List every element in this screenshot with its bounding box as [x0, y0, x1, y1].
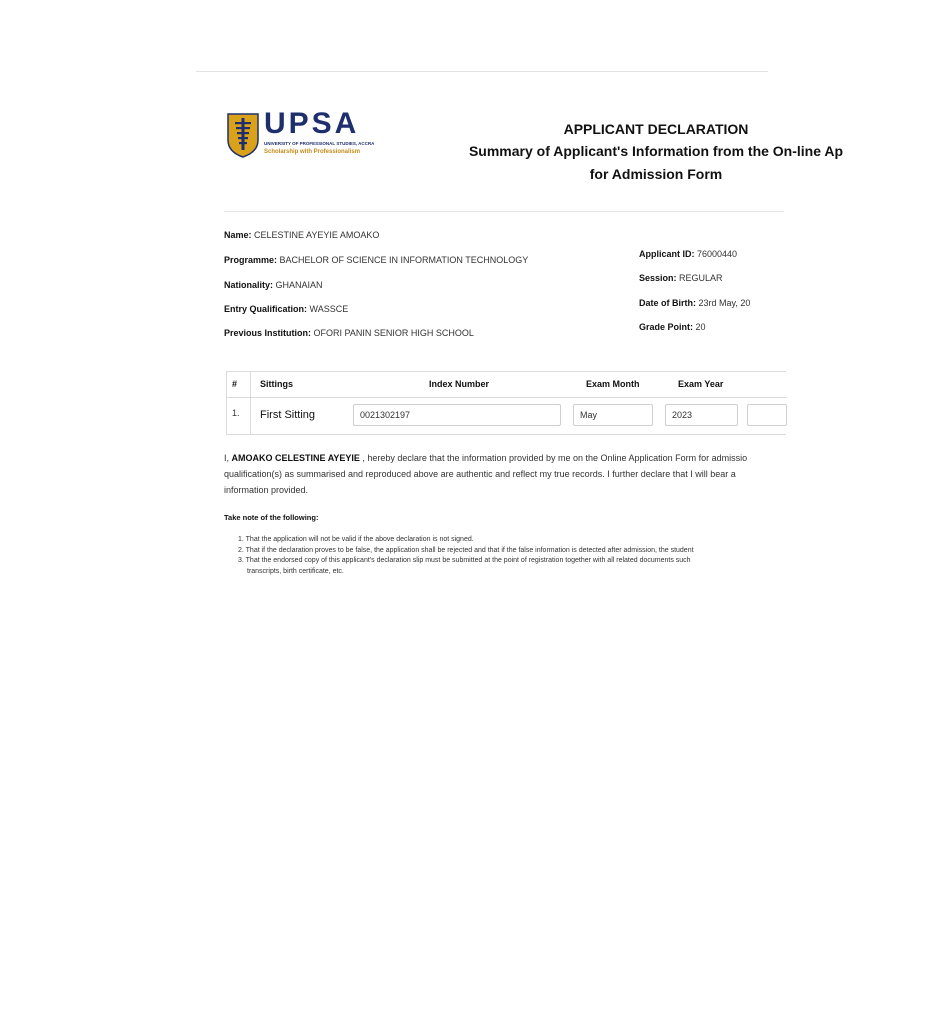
crest-icon: [226, 112, 260, 158]
nationality-label: Nationality:: [224, 280, 274, 290]
header-exam-year: Exam Year: [678, 379, 724, 389]
notes-list: [238, 535, 798, 577]
name-label: Name:: [224, 230, 252, 240]
exam-year-field[interactable]: 2023: [665, 404, 738, 426]
field-nationality: [224, 279, 323, 291]
session-value: REGULAR: [679, 273, 723, 283]
session-label: Session:: [639, 273, 677, 283]
top-divider: [196, 71, 768, 72]
programme-value: BACHELOR OF SCIENCE IN INFORMATION TECHNOLOGY: [279, 255, 529, 265]
header-divider: [224, 211, 784, 212]
next-field-partial[interactable]: [747, 404, 787, 426]
page-title: APPLICANT DECLARATION: [563, 121, 749, 137]
grade-label: Grade Point:: [639, 322, 694, 332]
logo-wordmark: UPSA: [264, 107, 360, 140]
exam-month-field[interactable]: May: [573, 404, 653, 426]
list-item: 2. That if the declaration proves to be false, the application shall be rejected and that if the false information is detected after admission, the student: [238, 546, 694, 554]
field-programme: [224, 254, 528, 266]
declaration-prefix: I,: [224, 453, 230, 463]
entry-value: WASSCE: [309, 304, 349, 314]
dob-value: 23rd May, 20: [698, 298, 751, 308]
field-entry-qualification: [224, 303, 348, 315]
list-item: 3. That the endorsed copy of this applicant's declaration slip must be submitted at the point of registration together with all related documents such: [238, 557, 691, 564]
header-sittings: Sittings: [260, 379, 293, 389]
institution-label: Previous Institution:: [224, 328, 312, 338]
page-subtitle-line1: Summary of Applicant's Information from the On-line Ap: [468, 143, 844, 159]
grade-value: 20: [695, 322, 706, 332]
header-number: #: [232, 379, 238, 389]
field-previous-institution: [224, 327, 474, 339]
institution-value: OFORI PANIN SENIOR HIGH SCHOOL: [313, 328, 474, 338]
declaration-line-1: [224, 450, 784, 466]
entry-label: Entry Qualification:: [224, 304, 308, 314]
logo-tagline: Scholarship with Professionalism: [264, 149, 361, 155]
declaration-statement: [224, 450, 784, 498]
logo-subtitle: UNIVERSITY OF PROFESSIONAL STUDIES, ACCRA: [264, 141, 375, 146]
field-grade-point: [639, 321, 706, 333]
index-number-field[interactable]: 0021302197: [353, 404, 561, 426]
applicant-id-label: Applicant ID:: [639, 249, 695, 259]
row-number: 1.: [232, 408, 240, 418]
field-applicant-id: [639, 248, 737, 260]
row-sitting: First Sitting: [260, 409, 316, 421]
declaration-line-1-rest: , hereby declare that the information provided by me on the Online Application Form for admissio: [359, 453, 748, 463]
programme-label: Programme:: [224, 255, 278, 265]
upsa-logo: [226, 107, 376, 160]
field-date-of-birth: [639, 297, 750, 309]
list-item: 1. That the application will not be valid if the above declaration is not signed.: [238, 536, 474, 543]
declaration-line-3: information provided.: [224, 485, 309, 495]
table-row: [227, 397, 787, 435]
declaration-page: [196, 0, 844, 1024]
header-exam-month: Exam Month: [586, 379, 640, 389]
dob-label: Date of Birth:: [639, 298, 696, 308]
field-name: [224, 229, 379, 241]
table-header-row: [227, 372, 787, 398]
applicant-id-value: 76000440: [697, 249, 738, 259]
list-item-continuation: transcripts, birth certificate, etc.: [247, 567, 344, 575]
name-value: CELESTINE AYEYIE AMOAKO: [254, 230, 380, 240]
nationality-value: GHANAIAN: [275, 280, 323, 290]
header-index-number: Index Number: [429, 379, 490, 389]
declarant-name: AMOAKO CELESTINE AYEYIE: [231, 453, 360, 463]
declaration-line-2: qualification(s) as summarised and reproduced above are authentic and reflect my true records. I further declare that I will bear a: [224, 469, 736, 479]
notes-heading: Take note of the following:: [224, 513, 319, 522]
page-subtitle-line2: for Admission Form: [589, 166, 723, 182]
sittings-table: [226, 371, 786, 435]
field-session: [639, 272, 723, 284]
